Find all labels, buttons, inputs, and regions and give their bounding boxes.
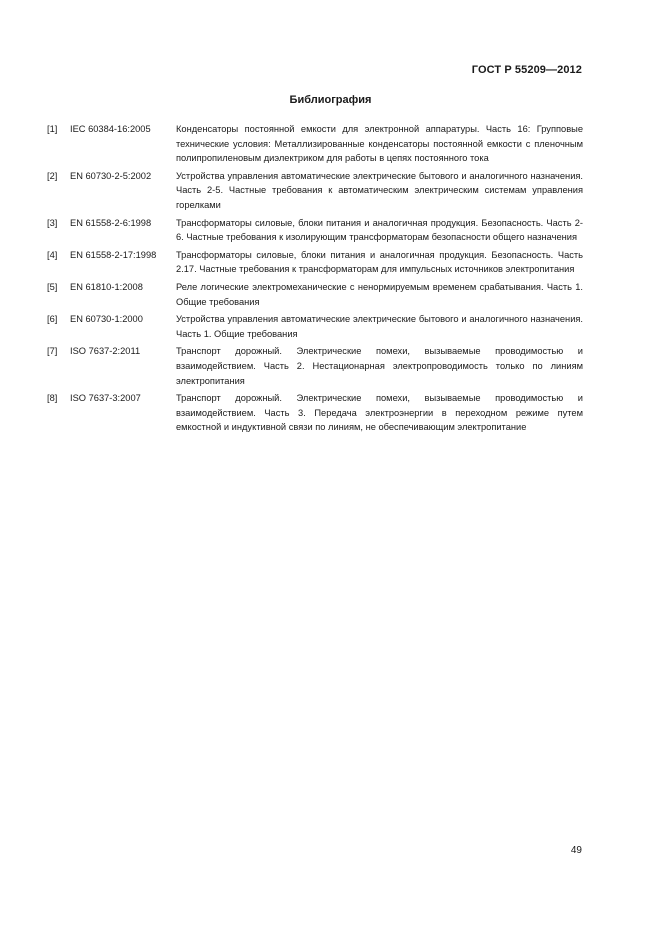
entry-number: [4] <box>47 249 58 260</box>
entry-standard-code: ISO 7637-3:2007 <box>70 393 141 404</box>
bibliography-entry <box>47 216 583 245</box>
entry-title: Трансформаторы силовые, блоки питания и аналогичная продукция. Безопасность. Часть 2.17. Частные требования к трансформаторам для импульсных источников электропитания <box>176 249 583 275</box>
standard-id-header: ГОСТ Р 55209—2012 <box>471 64 582 76</box>
entry-number: [6] <box>47 314 58 325</box>
entry-title: Трансформаторы силовые, блоки питания и аналогичная продукция. Безопасность. Часть 2-6. Частные требования к изолирующим трансформаторам безопасности общего назначения <box>176 217 583 243</box>
entry-title: Конденсаторы постоянной емкости для электронной аппаратуры. Часть 16: Групповые технические условия: Металлизированные конденсаторы постоянной емкости с пленочным полипропиленовым диэлектриком для работы в цепях постоянного тока <box>176 124 583 164</box>
entry-number: [8] <box>47 393 58 404</box>
bibliography-entry <box>47 344 583 388</box>
entry-standard-code: EN 60730-1:2000 <box>70 314 143 325</box>
bibliography-title: Библиография <box>289 94 372 106</box>
entry-title: Устройства управления автоматические электрические бытового и аналогичного назначения. Часть 1. Общие требования <box>176 314 583 339</box>
entry-number: [1] <box>47 124 58 134</box>
entry-number: [5] <box>47 281 58 292</box>
entry-number: [2] <box>47 170 58 181</box>
entry-title: Транспорт дорожный. Электрические помехи, вызываемые проводимостью и взаимодействием. Часть 3. Передача электроэнергии в переходном режиме путем емкостной и индуктивной связи по линиям, не обеспечивающим электропитание <box>176 393 583 433</box>
page-number: 49 <box>570 845 582 856</box>
bibliography-entry <box>47 391 583 435</box>
entry-standard-code: EN 61558-2-6:1998 <box>70 217 152 228</box>
entry-number: [3] <box>47 217 58 228</box>
entry-title: Реле логические электромеханические с ненормируемым временем срабатывания. Часть 1. Общие требования <box>176 281 583 307</box>
entry-standard-code: EN 61558-2-17:1998 <box>70 249 157 260</box>
entry-standard-code: EN 61810-1:2008 <box>70 281 143 292</box>
bibliography-entry <box>47 122 583 166</box>
bibliography-list <box>47 122 583 438</box>
bibliography-entry <box>47 169 583 213</box>
entry-standard-code: EN 60730-2-5:2002 <box>70 170 152 181</box>
entry-title: Транспорт дорожный. Электрические помехи, вызываемые проводимостью и взаимодействием. Часть 2. Нестационарная электропроводимость только по линиям электропитания <box>176 346 583 386</box>
entry-number: [7] <box>47 346 58 357</box>
entry-standard-code: ISO 7637-2:2011 <box>70 346 141 357</box>
entry-title: Устройства управления автоматические электрические бытового и аналогичного назначения. Часть 2-5. Частные требования к автоматическим электрическим системам управления горелками <box>176 170 583 210</box>
bibliography-entry <box>47 248 583 277</box>
entry-standard-code: IEC 60384-16:2005 <box>70 124 151 134</box>
bibliography-entry <box>47 280 583 309</box>
bibliography-entry <box>47 312 583 341</box>
